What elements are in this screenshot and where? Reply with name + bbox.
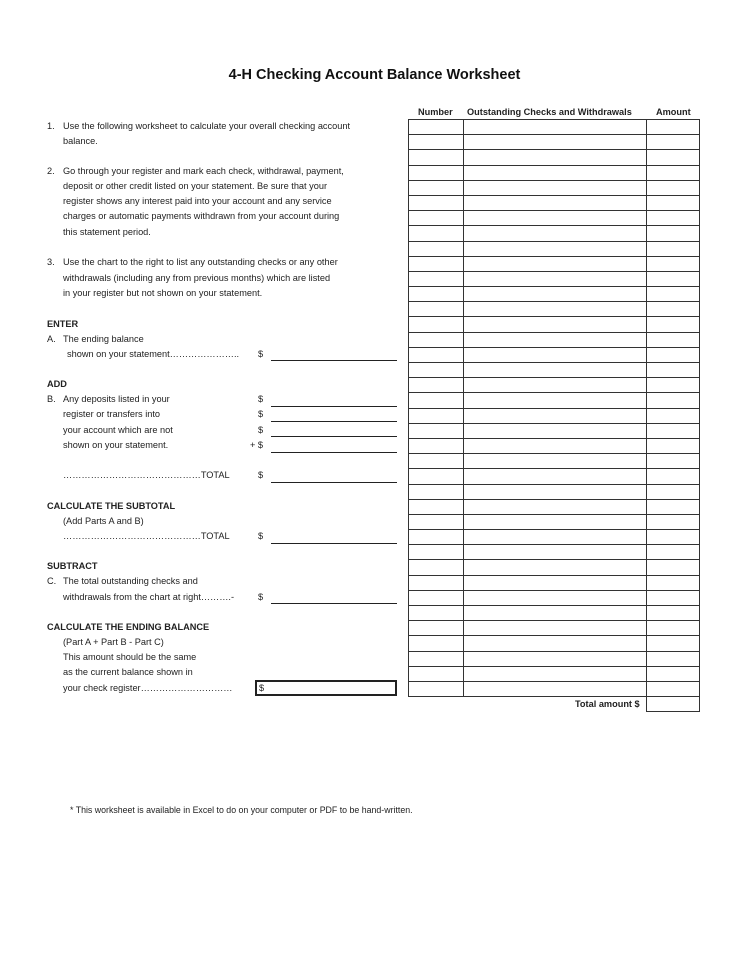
ending-text: This amount should be the same <box>63 652 197 662</box>
description-cell[interactable] <box>463 120 646 134</box>
table-row <box>408 621 700 636</box>
number-cell[interactable] <box>408 469 463 483</box>
description-cell[interactable] <box>463 545 646 559</box>
amount-cell[interactable] <box>646 409 700 423</box>
table-row <box>408 378 700 393</box>
amount-cell[interactable] <box>646 378 700 392</box>
table-row <box>408 530 700 545</box>
part-c-input[interactable] <box>271 603 397 604</box>
description-cell[interactable] <box>463 530 646 544</box>
amount-cell[interactable] <box>646 454 700 468</box>
subtotal-total-label: ………………………………………TOTAL <box>63 531 230 541</box>
dollar-sign: $ <box>259 683 265 693</box>
table-row <box>408 226 700 241</box>
number-cell[interactable] <box>408 424 463 438</box>
table-row <box>408 393 700 408</box>
table-row <box>408 500 700 515</box>
amount-cell[interactable] <box>646 530 700 544</box>
number-cell[interactable] <box>408 242 463 256</box>
table-row <box>408 636 700 651</box>
amount-cell[interactable] <box>646 652 700 666</box>
table-row <box>408 545 700 560</box>
number-cell[interactable] <box>408 150 463 164</box>
amount-cell[interactable] <box>646 287 700 301</box>
table-row <box>408 196 700 211</box>
table-row <box>408 135 700 150</box>
amount-cell[interactable] <box>646 211 700 225</box>
number-cell[interactable] <box>408 211 463 225</box>
number-cell[interactable] <box>408 454 463 468</box>
amount-cell[interactable] <box>646 150 700 164</box>
table-row <box>408 181 700 196</box>
amount-cell[interactable] <box>646 545 700 559</box>
description-cell[interactable] <box>463 409 646 423</box>
instruction-line: Go through your register and mark each check, withdrawal, payment, <box>63 166 344 176</box>
description-cell[interactable] <box>463 181 646 195</box>
description-cell[interactable] <box>463 454 646 468</box>
add-total-label: ………………………………………TOTAL <box>63 470 230 480</box>
amount-cell[interactable] <box>646 636 700 650</box>
description-cell[interactable] <box>463 272 646 286</box>
number-cell[interactable] <box>408 348 463 362</box>
instruction-line: Use the following worksheet to calculate your overall checking account <box>63 121 351 131</box>
table-row <box>408 591 700 606</box>
dollar-sign: $ <box>258 592 264 602</box>
number-cell[interactable] <box>408 409 463 423</box>
part-letter: A. <box>47 334 56 344</box>
dollar-sign: $ <box>258 349 264 359</box>
table-row <box>408 272 700 287</box>
dollar-sign: $ <box>258 425 264 435</box>
description-cell[interactable] <box>463 302 646 316</box>
table-row <box>408 363 700 378</box>
table-row <box>408 469 700 484</box>
description-cell[interactable] <box>463 636 646 650</box>
table-row <box>408 409 700 424</box>
subtotal-input[interactable] <box>271 543 397 544</box>
deposit-input[interactable] <box>271 436 397 437</box>
number-cell[interactable] <box>408 439 463 453</box>
table-row <box>408 302 700 317</box>
table-row <box>408 333 700 348</box>
outstanding-checks-table <box>408 119 700 697</box>
amount-cell[interactable] <box>646 302 700 316</box>
dollar-sign: $ <box>258 531 264 541</box>
description-cell[interactable] <box>463 363 646 377</box>
instruction-line: charges or automatic payments withdrawn from your account during <box>63 211 340 221</box>
instruction-line: withdrawals (including any from previous months) which are listed <box>63 273 331 283</box>
amount-cell[interactable] <box>646 485 700 499</box>
ending-heading: CALCULATE THE ENDING BALANCE <box>47 622 210 632</box>
amount-cell[interactable] <box>646 181 700 195</box>
ending-text: as the current balance shown in <box>63 667 193 677</box>
amount-cell[interactable] <box>646 621 700 635</box>
part-a-input[interactable] <box>271 360 397 361</box>
number-cell[interactable] <box>408 636 463 650</box>
amount-cell[interactable] <box>646 469 700 483</box>
number-cell[interactable] <box>408 667 463 681</box>
instruction-line: balance. <box>63 136 98 146</box>
number-cell[interactable] <box>408 302 463 316</box>
number-cell[interactable] <box>408 166 463 180</box>
description-cell[interactable] <box>463 500 646 514</box>
instruction-line: this statement period. <box>63 227 151 237</box>
description-cell[interactable] <box>463 485 646 499</box>
part-b-text: Any deposits listed in your <box>63 394 170 404</box>
description-cell[interactable] <box>463 606 646 620</box>
number-cell[interactable] <box>408 621 463 635</box>
dollar-sign: $ <box>258 470 264 480</box>
description-cell[interactable] <box>463 287 646 301</box>
part-a-text: The ending balance <box>63 334 144 344</box>
part-letter: B. <box>47 394 56 404</box>
table-row <box>408 211 700 226</box>
amount-cell[interactable] <box>646 576 700 590</box>
description-cell[interactable] <box>463 621 646 635</box>
amount-cell[interactable] <box>646 439 700 453</box>
total-amount-input[interactable] <box>646 696 700 712</box>
description-cell[interactable] <box>463 424 646 438</box>
description-cell[interactable] <box>463 591 646 605</box>
amount-cell[interactable] <box>646 135 700 149</box>
table-row <box>408 606 700 621</box>
ending-text: your check register………………………… <box>63 683 233 693</box>
amount-cell[interactable] <box>646 560 700 574</box>
description-cell[interactable] <box>463 211 646 225</box>
amount-cell[interactable] <box>646 257 700 271</box>
dollar-sign: + $ <box>250 440 264 450</box>
add-total-input[interactable] <box>271 482 397 483</box>
amount-cell[interactable] <box>646 682 700 696</box>
subtotal-note: (Add Parts A and B) <box>63 516 144 526</box>
subtotal-heading: CALCULATE THE SUBTOTAL <box>47 501 176 511</box>
part-b-text: register or transfers into <box>63 409 161 419</box>
number-cell[interactable] <box>408 545 463 559</box>
amount-cell[interactable] <box>646 272 700 286</box>
description-cell[interactable] <box>463 333 646 347</box>
description-cell[interactable] <box>463 439 646 453</box>
number-cell[interactable] <box>408 120 463 134</box>
instruction-number: 3. <box>47 257 55 267</box>
amount-cell[interactable] <box>646 363 700 377</box>
description-cell[interactable] <box>463 393 646 407</box>
page-title: 4-H Checking Account Balance Worksheet <box>228 67 521 83</box>
number-cell[interactable] <box>408 576 463 590</box>
total-amount-label: Total amount $ <box>575 699 640 709</box>
number-cell[interactable] <box>408 287 463 301</box>
deposit-input[interactable] <box>271 406 397 407</box>
table-row <box>408 424 700 439</box>
table-row <box>408 242 700 257</box>
deposit-input[interactable] <box>271 421 397 422</box>
table-row <box>408 287 700 302</box>
instruction-line: in your register but not shown on your statement. <box>63 288 263 298</box>
table-row <box>408 317 700 332</box>
amount-cell[interactable] <box>646 242 700 256</box>
description-cell[interactable] <box>463 257 646 271</box>
amount-cell[interactable] <box>646 424 700 438</box>
instruction-number: 2. <box>47 166 55 176</box>
amount-cell[interactable] <box>646 333 700 347</box>
part-b-text: shown on your statement. <box>63 440 169 450</box>
description-cell[interactable] <box>463 135 646 149</box>
description-cell[interactable] <box>463 378 646 392</box>
amount-cell[interactable] <box>646 348 700 362</box>
description-cell[interactable] <box>463 150 646 164</box>
number-cell[interactable] <box>408 196 463 210</box>
footnote: * This worksheet is available in Excel to do on your computer or PDF to be hand-written. <box>70 805 413 815</box>
description-cell[interactable] <box>463 576 646 590</box>
part-c-text: The total outstanding checks and <box>63 576 198 586</box>
number-cell[interactable] <box>408 333 463 347</box>
number-cell[interactable] <box>408 135 463 149</box>
number-cell[interactable] <box>408 500 463 514</box>
number-cell[interactable] <box>408 560 463 574</box>
table-row <box>408 454 700 469</box>
column-header-number: Number <box>418 107 453 117</box>
table-row <box>408 560 700 575</box>
number-cell[interactable] <box>408 378 463 392</box>
amount-cell[interactable] <box>646 393 700 407</box>
number-cell[interactable] <box>408 363 463 377</box>
number-cell[interactable] <box>408 591 463 605</box>
number-cell[interactable] <box>408 515 463 529</box>
table-row <box>408 348 700 363</box>
dollar-sign: $ <box>258 409 264 419</box>
enter-heading: ENTER <box>47 319 79 329</box>
description-cell[interactable] <box>463 317 646 331</box>
amount-cell[interactable] <box>646 515 700 529</box>
number-cell[interactable] <box>408 181 463 195</box>
description-cell[interactable] <box>463 348 646 362</box>
number-cell[interactable] <box>408 257 463 271</box>
description-cell[interactable] <box>463 242 646 256</box>
description-cell[interactable] <box>463 166 646 180</box>
amount-cell[interactable] <box>646 500 700 514</box>
table-row <box>408 652 700 667</box>
table-row <box>408 485 700 500</box>
table-row <box>408 439 700 454</box>
instruction-line: register shows any interest paid into your account and any service <box>63 196 332 206</box>
instruction-number: 1. <box>47 121 55 131</box>
dollar-sign: $ <box>258 394 264 404</box>
description-cell[interactable] <box>463 682 646 696</box>
amount-cell[interactable] <box>646 606 700 620</box>
deposit-input[interactable] <box>271 452 397 453</box>
table-row <box>408 150 700 165</box>
table-row <box>408 166 700 181</box>
part-b-text: your account which are not <box>63 425 173 435</box>
table-row <box>408 120 700 135</box>
amount-cell[interactable] <box>646 667 700 681</box>
ending-balance-input[interactable] <box>255 680 397 696</box>
number-cell[interactable] <box>408 317 463 331</box>
description-cell[interactable] <box>463 469 646 483</box>
table-row <box>408 515 700 530</box>
number-cell[interactable] <box>408 393 463 407</box>
amount-cell[interactable] <box>646 317 700 331</box>
number-cell[interactable] <box>408 682 463 696</box>
number-cell[interactable] <box>408 652 463 666</box>
number-cell[interactable] <box>408 530 463 544</box>
add-heading: ADD <box>47 379 67 389</box>
part-letter: C. <box>47 576 57 586</box>
part-c-text: withdrawals from the chart at right……….- <box>63 592 235 602</box>
number-cell[interactable] <box>408 226 463 240</box>
table-row <box>408 576 700 591</box>
ending-text: (Part A + Part B - Part C) <box>63 637 164 647</box>
description-cell[interactable] <box>463 667 646 681</box>
subtract-heading: SUBTRACT <box>47 561 98 571</box>
part-a-text: shown on your statement………………….. <box>67 349 240 359</box>
instruction-line: Use the chart to the right to list any outstanding checks or any other <box>63 257 338 267</box>
amount-cell[interactable] <box>646 591 700 605</box>
description-cell[interactable] <box>463 196 646 210</box>
number-cell[interactable] <box>408 272 463 286</box>
number-cell[interactable] <box>408 606 463 620</box>
number-cell[interactable] <box>408 485 463 499</box>
table-row <box>408 667 700 682</box>
amount-cell[interactable] <box>646 166 700 180</box>
table-row <box>408 257 700 272</box>
amount-cell[interactable] <box>646 226 700 240</box>
description-cell[interactable] <box>463 515 646 529</box>
amount-cell[interactable] <box>646 120 700 134</box>
column-header-amount: Amount <box>656 107 691 117</box>
description-cell[interactable] <box>463 652 646 666</box>
amount-cell[interactable] <box>646 196 700 210</box>
description-cell[interactable] <box>463 226 646 240</box>
column-header-description: Outstanding Checks and Withdrawals <box>467 107 632 117</box>
description-cell[interactable] <box>463 560 646 574</box>
instruction-line: deposit or other credit listed on your statement. Be sure that your <box>63 181 328 191</box>
table-row <box>408 682 700 697</box>
